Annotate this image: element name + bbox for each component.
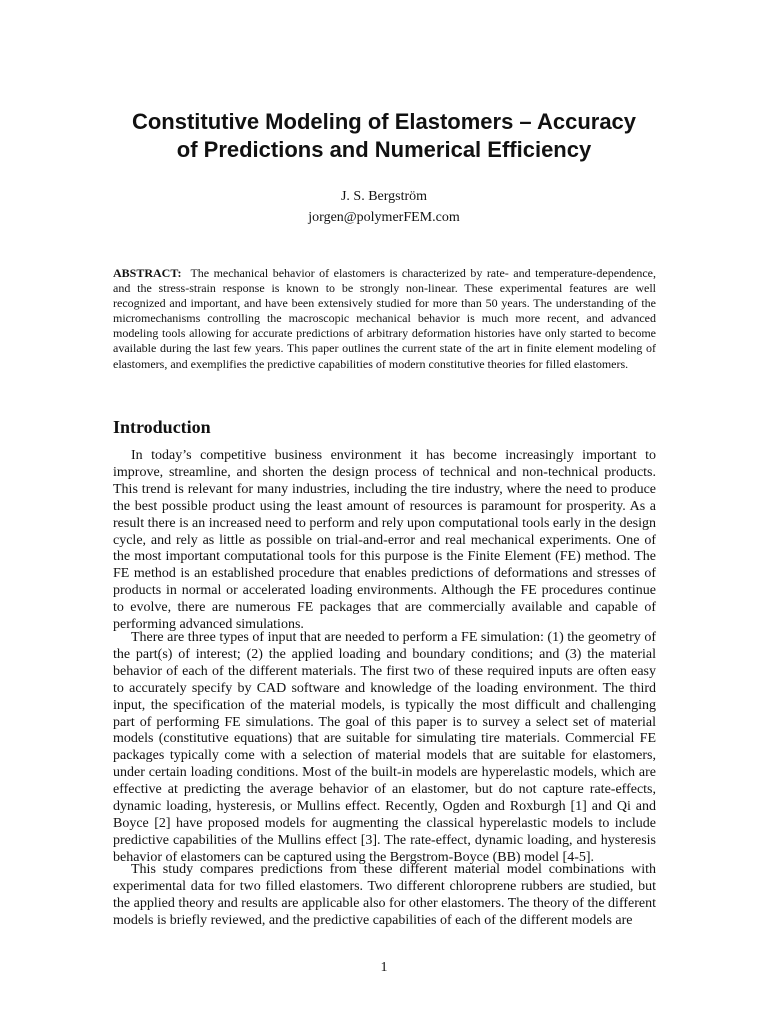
paper-title xyxy=(60,108,708,164)
title-line-2: of Predictions and Numerical Efficiency xyxy=(176,137,592,162)
paragraph-2: There are three types of input that are needed to perform a FE simulation: (1) the geometry of the part(s) of interest; (2) the applied loading and boundary conditions; and (3) the material behavior of each of the different materials. The first two of these required inputs are often easy to accurately specify by CAD software and knowledge of the loading environment. The third input, the specification of the material models, is typically the most difficult and challenging part of performing FE simulations. The goal of this paper is to survey a select set of material models (constitutive equations) that are suitable for simulating tire materials. Commercial FE packages typically come with a selection of material models that are suitable for elastomers, under certain loading conditions. Most of the built-in models are hyperelastic models, which are effective at predicting the average behavior of an elastomer, but do not capture rate-effects, dynamic loading, hysteresis, or Mullins effect. Recently, Ogden and Roxburgh [1] and Qi and Boyce [2] have proposed models for augmenting the classical hyperelastic models to include predictive capabilities of the Mullins effect [3]. The rate-effect, dynamic loading, and hysteresis behavior of elastomers can be captured using the Bergstrom-Boyce (BB) model [4-5]. xyxy=(113,630,656,865)
title-line-1: Constitutive Modeling of Elastomers – Accuracy xyxy=(131,109,637,134)
page-number: 1 xyxy=(380,960,388,975)
author-name: J. S. Bergström xyxy=(340,189,428,204)
abstract-label: ABSTRACT: xyxy=(113,266,182,280)
section-heading-introduction: Introduction xyxy=(113,417,211,437)
paragraph-3: This study compares predictions from these different material model combinations with experimental data for two filled elastomers. Two different chloroprene rubbers are studied, but the applied theory and results are applicable also for other elastomers. The theory of the different models is briefly reviewed, and the predictive capabilities of each of the different models are xyxy=(113,862,656,928)
abstract xyxy=(113,266,656,372)
paragraph-1: In today’s competitive business environment it has become increasingly important to improve, streamline, and shorten the design process of technical and non-technical products. This trend is relevant for many industries, including the tire industry, where the need to produce the best possible product using the least amount of resources is paramount for prosperity. As a result there is an increased need to perform and rely upon computational tools early in the design cycle, and rely as little as possible on trial-and-error and real mechanical experiments. One of the most important computational tools for this purpose is the Finite Element (FE) method. The FE method is an established procedure that enables predictions of deformations and stresses of products in normal or accelerated loading environments. Although the FE procedures continue to evolve, there are numerous FE packages that are commercially available and capable of performing advanced simulations. xyxy=(113,448,656,633)
author-email: jorgen@polymerFEM.com xyxy=(308,210,460,225)
abstract-text: The mechanical behavior of elastomers is characterized by rate- and temperature-dependence, and the stress-strain response is known to be strongly non-linear. These experimental features are well recognized and important, and have been extensively studied for more than 50 years. The understanding of the micromechanisms controlling the macroscopic mechanical behavior is much more recent, and advanced modeling tools allowing for accurate predictions of arbitrary deformation histories have only started to become available during the last few years. This paper outlines the current state of the art in finite element modeling of elastomers, and exemplifies the predictive capabilities of modern constitutive theories for filled elastomers. xyxy=(113,266,657,371)
